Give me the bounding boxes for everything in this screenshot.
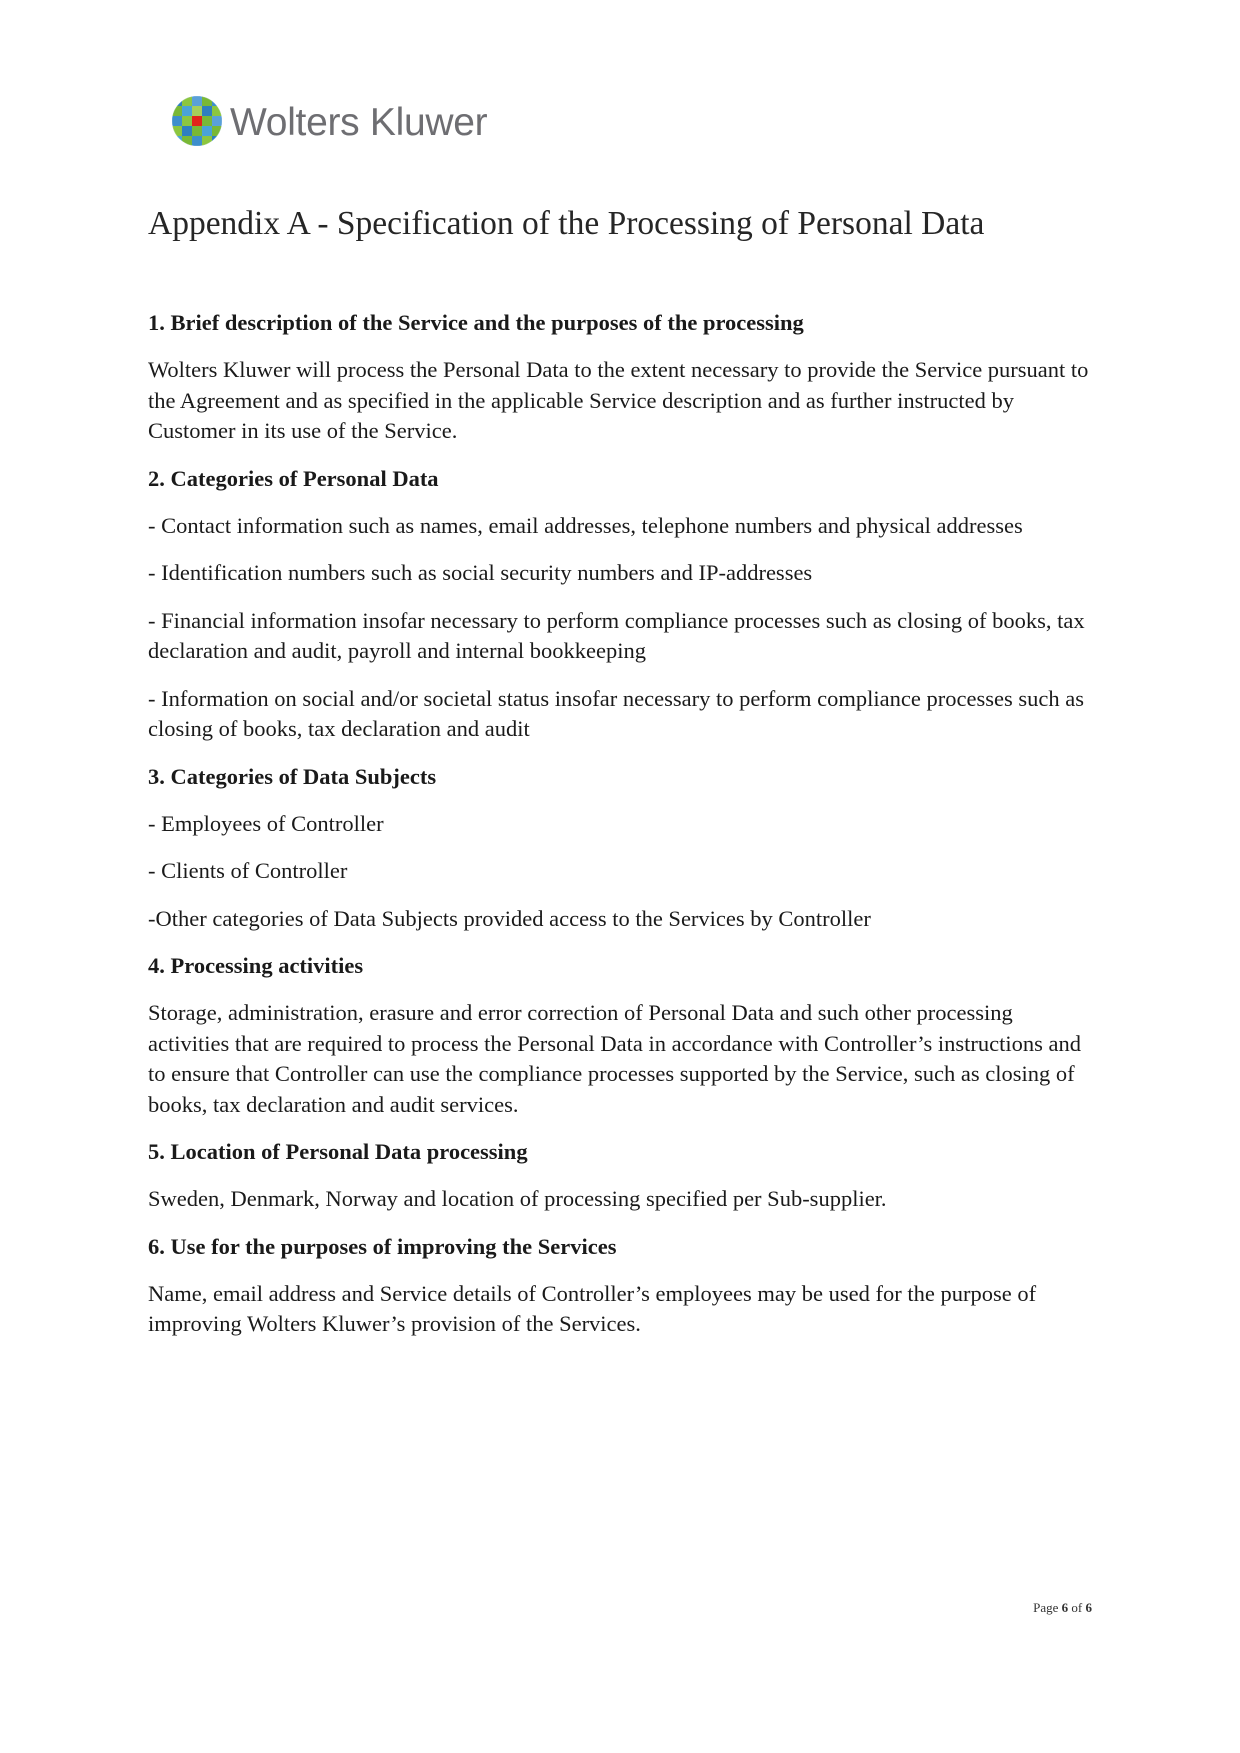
section-heading: 1. Brief description of the Service and the purposes of the processing [148, 310, 804, 335]
section-processing-location [148, 1137, 1098, 1215]
section-heading: 2. Categories of Personal Data [148, 465, 439, 491]
list-item: - Clients of Controller [148, 858, 348, 883]
page-number [1033, 1600, 1092, 1616]
page-label: Page [1033, 1600, 1059, 1615]
section-processing-activities [148, 951, 1098, 1120]
section-service-improvement [148, 1232, 1098, 1340]
section-personal-data-categories [148, 464, 1098, 745]
section-paragraph: Sweden, Denmark, Norway and location of processing specified per Sub-supplier. [148, 1186, 887, 1211]
list-item: - Identification numbers such as social security numbers and IP-addresses [148, 560, 813, 585]
list-item: - Financial information insofar necessary to perform compliance processes such as closing of books, tax declaration and audit, payroll and internal bookkeeping [148, 607, 1085, 663]
section-heading: 4. Processing activities [148, 953, 364, 978]
list-item: -Other categories of Data Subjects provided access to the Services by Controller [148, 905, 871, 931]
document-title: Appendix A - Specification of the Processing of Personal Data [148, 205, 985, 242]
section-heading: 3. Categories of Data Subjects [148, 763, 437, 789]
section-paragraph: Name, email address and Service details of Controller’s employees may be used for the purpose of improving Wolters Kluwer’s provision of the Services. [148, 1280, 1037, 1336]
document-body [148, 308, 1098, 1340]
section-heading: 5. Location of Personal Data processing [148, 1139, 528, 1164]
section-paragraph: Wolters Kluwer will process the Personal Data to the extent necessary to provide the Service pursuant to the Agreement and as specified in the applicable Service description and as further instructed by Customer in its use of the Service. [148, 357, 1089, 443]
list-item: - Employees of Controller [148, 810, 384, 836]
section-service-description [148, 308, 1098, 447]
logo-wordmark: Wolters Kluwer [230, 100, 488, 144]
section-data-subject-categories [148, 762, 1098, 935]
current-page: 6 [1061, 1600, 1069, 1615]
of-label: of [1071, 1600, 1083, 1615]
list-item: - Information on social and/or societal status insofar necessary to perform compliance processes such as closing of books, tax declaration and audit [148, 685, 1084, 741]
company-logo [170, 93, 487, 149]
list-item: - Contact information such as names, email addresses, telephone numbers and physical addresses [148, 512, 1023, 538]
wolters-kluwer-globe-icon [170, 94, 224, 148]
total-pages: 6 [1085, 1600, 1092, 1615]
section-heading: 6. Use for the purposes of improving the Services [148, 1233, 617, 1259]
section-paragraph: Storage, administration, erasure and error correction of Personal Data and such other processing activities that are required to process the Personal Data in accordance with Controller’s instructions and to ensure that Controller can use the compliance processes supported by the Service, such as closing of books, tax declaration and audit services. [148, 1000, 1082, 1117]
